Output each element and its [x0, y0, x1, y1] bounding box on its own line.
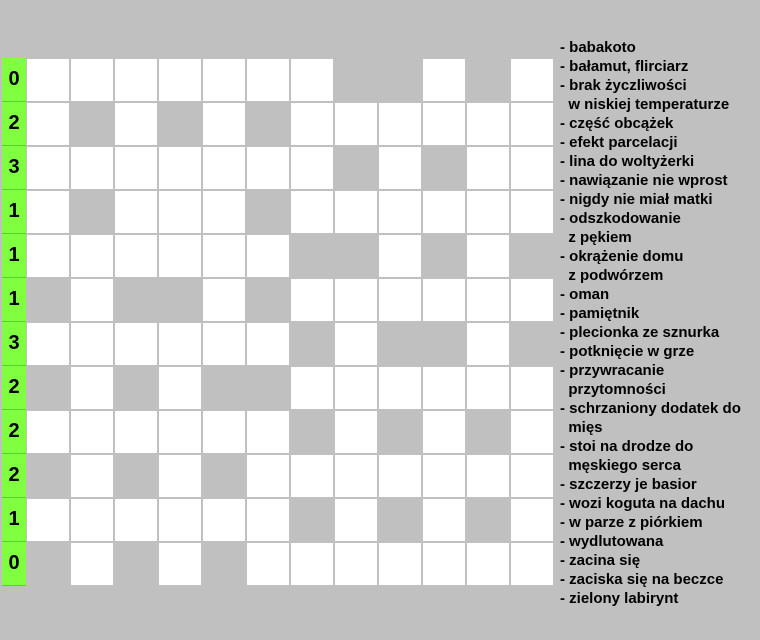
- clue-item: - bałamut, flirciarz: [560, 58, 689, 75]
- grid-cell-white[interactable]: [202, 58, 246, 102]
- clue-item: - część obcążek: [560, 115, 674, 132]
- grid-cell-white[interactable]: [202, 498, 246, 542]
- grid-cell-white[interactable]: [158, 234, 202, 278]
- grid-cell-white[interactable]: [246, 58, 290, 102]
- row-count-label: 0: [2, 58, 26, 102]
- grid-cell-white[interactable]: [26, 234, 70, 278]
- grid-cell-white[interactable]: [334, 498, 378, 542]
- puzzle-grid: [26, 58, 554, 586]
- grid-cell-gray[interactable]: [158, 102, 202, 146]
- row-count-label: 3: [2, 146, 26, 190]
- grid-cell-white[interactable]: [422, 58, 466, 102]
- grid-cell-white[interactable]: [158, 410, 202, 454]
- grid-cell-gray[interactable]: [378, 58, 422, 102]
- grid-cell-white[interactable]: [290, 454, 334, 498]
- grid-cell-white[interactable]: [510, 58, 554, 102]
- grid-cell-gray[interactable]: [422, 322, 466, 366]
- grid-cell-gray[interactable]: [26, 278, 70, 322]
- grid-cell-gray[interactable]: [466, 498, 510, 542]
- grid-cell-white[interactable]: [466, 190, 510, 234]
- grid-cell-white[interactable]: [422, 366, 466, 410]
- grid-cell-gray[interactable]: [378, 322, 422, 366]
- grid-cell-white[interactable]: [422, 102, 466, 146]
- grid-cell-white[interactable]: [158, 146, 202, 190]
- grid-cell-white[interactable]: [466, 102, 510, 146]
- clue-item: - przywracanie: [560, 362, 665, 379]
- grid-cell-white[interactable]: [290, 58, 334, 102]
- row-count-label: 0: [2, 542, 26, 586]
- grid-cell-white[interactable]: [466, 366, 510, 410]
- grid-cell-white[interactable]: [26, 102, 70, 146]
- clue-item: - lina do woltyżerki: [560, 153, 695, 170]
- grid-cell-white[interactable]: [378, 234, 422, 278]
- grid-cell-white[interactable]: [466, 146, 510, 190]
- grid-cell-white[interactable]: [158, 322, 202, 366]
- clue-item: - wozi koguta na dachu: [560, 495, 726, 512]
- grid-cell-white[interactable]: [26, 322, 70, 366]
- grid-cell-white[interactable]: [334, 410, 378, 454]
- grid-cell-white[interactable]: [334, 278, 378, 322]
- clue-item: - nawiązanie nie wprost: [560, 172, 728, 189]
- grid-cell-white[interactable]: [378, 366, 422, 410]
- grid-cell-gray[interactable]: [378, 498, 422, 542]
- grid-cell-white[interactable]: [422, 454, 466, 498]
- grid-cell-white[interactable]: [158, 454, 202, 498]
- grid-cell-white[interactable]: [510, 146, 554, 190]
- grid-cell-gray[interactable]: [246, 366, 290, 410]
- grid-cell-gray[interactable]: [466, 58, 510, 102]
- grid-cell-gray[interactable]: [246, 278, 290, 322]
- clue-item: - plecionka ze sznurka: [560, 324, 720, 341]
- grid-cell-white[interactable]: [202, 102, 246, 146]
- clue-item: - schrzaniony dodatek do: [560, 400, 741, 417]
- clue-item: przytomności: [560, 381, 666, 398]
- grid-cell-white[interactable]: [290, 366, 334, 410]
- clue-item: w niskiej temperaturze: [560, 96, 730, 113]
- clue-list: [560, 38, 741, 608]
- clue-item: z podwórzem: [560, 267, 664, 284]
- grid-cell-gray[interactable]: [334, 58, 378, 102]
- grid-cell-white[interactable]: [70, 542, 114, 586]
- grid-cell-white[interactable]: [246, 146, 290, 190]
- grid-cell-white[interactable]: [114, 498, 158, 542]
- grid-cell-gray[interactable]: [290, 234, 334, 278]
- clue-item: - zacina się: [560, 552, 641, 569]
- grid-cell-white[interactable]: [158, 58, 202, 102]
- grid-cell-white[interactable]: [378, 542, 422, 586]
- grid-cell-gray[interactable]: [202, 542, 246, 586]
- grid-cell-white[interactable]: [246, 322, 290, 366]
- row-count-label: 1: [2, 498, 26, 542]
- clue-item: męskiego serca: [560, 457, 681, 474]
- clue-item: - potknięcie w grze: [560, 343, 695, 360]
- grid-cell-gray[interactable]: [422, 146, 466, 190]
- grid-cell-gray[interactable]: [510, 322, 554, 366]
- grid-cell-gray[interactable]: [114, 366, 158, 410]
- grid-cell-gray[interactable]: [510, 234, 554, 278]
- grid-cell-gray[interactable]: [202, 454, 246, 498]
- grid-cell-white[interactable]: [70, 322, 114, 366]
- grid-cell-gray[interactable]: [202, 366, 246, 410]
- grid-cell-white[interactable]: [70, 498, 114, 542]
- grid-cell-white[interactable]: [158, 498, 202, 542]
- grid-cell-white[interactable]: [378, 190, 422, 234]
- grid-cell-white[interactable]: [158, 542, 202, 586]
- row-count-label: 2: [2, 102, 26, 146]
- grid-cell-white[interactable]: [510, 498, 554, 542]
- grid-cell-white[interactable]: [422, 542, 466, 586]
- grid-cell-gray[interactable]: [114, 542, 158, 586]
- grid-cell-white[interactable]: [466, 278, 510, 322]
- row-count-label: 2: [2, 366, 26, 410]
- grid-cell-white[interactable]: [290, 278, 334, 322]
- grid-cell-white[interactable]: [114, 190, 158, 234]
- grid-cell-white[interactable]: [202, 278, 246, 322]
- grid-cell-white[interactable]: [246, 454, 290, 498]
- grid-cell-gray[interactable]: [334, 146, 378, 190]
- grid-cell-gray[interactable]: [246, 102, 290, 146]
- grid-cell-white[interactable]: [510, 366, 554, 410]
- grid-cell-white[interactable]: [246, 498, 290, 542]
- grid-cell-white[interactable]: [202, 146, 246, 190]
- row-count-label: 1: [2, 190, 26, 234]
- grid-cell-white[interactable]: [202, 190, 246, 234]
- clue-item: - zielony labirynt: [560, 590, 679, 607]
- grid-cell-white[interactable]: [246, 542, 290, 586]
- grid-cell-gray[interactable]: [378, 410, 422, 454]
- grid-cell-white[interactable]: [114, 410, 158, 454]
- grid-cell-white[interactable]: [334, 102, 378, 146]
- grid-cell-white[interactable]: [510, 542, 554, 586]
- grid-cell-white[interactable]: [114, 146, 158, 190]
- clue-item: - oman: [560, 286, 610, 303]
- grid-cell-white[interactable]: [202, 410, 246, 454]
- grid-cell-white[interactable]: [202, 234, 246, 278]
- grid-cell-white[interactable]: [510, 278, 554, 322]
- grid-cell-white[interactable]: [510, 190, 554, 234]
- grid-cell-white[interactable]: [26, 58, 70, 102]
- grid-cell-white[interactable]: [290, 102, 334, 146]
- grid-cell-white[interactable]: [334, 454, 378, 498]
- grid-cell-white[interactable]: [114, 234, 158, 278]
- grid-cell-white[interactable]: [378, 278, 422, 322]
- grid-cell-white[interactable]: [378, 454, 422, 498]
- grid-cell-gray[interactable]: [246, 190, 290, 234]
- grid-cell-gray[interactable]: [290, 410, 334, 454]
- grid-cell-white[interactable]: [290, 190, 334, 234]
- grid-cell-white[interactable]: [246, 234, 290, 278]
- row-count-label: 2: [2, 454, 26, 498]
- grid-cell-white[interactable]: [70, 410, 114, 454]
- grid-cell-gray[interactable]: [334, 234, 378, 278]
- grid-cell-gray[interactable]: [70, 190, 114, 234]
- row-count-label: 3: [2, 322, 26, 366]
- grid-cell-white[interactable]: [70, 278, 114, 322]
- grid-cell-gray[interactable]: [158, 278, 202, 322]
- clue-item: - zaciska się na beczce: [560, 571, 724, 588]
- row-count-label: 1: [2, 278, 26, 322]
- grid-cell-gray[interactable]: [70, 102, 114, 146]
- grid-cell-white[interactable]: [334, 322, 378, 366]
- grid-cell-white[interactable]: [422, 498, 466, 542]
- grid-cell-gray[interactable]: [26, 366, 70, 410]
- grid-cell-white[interactable]: [422, 410, 466, 454]
- grid-cell-white[interactable]: [290, 146, 334, 190]
- grid-cell-white[interactable]: [422, 190, 466, 234]
- grid-cell-white[interactable]: [378, 146, 422, 190]
- grid-cell-white[interactable]: [466, 234, 510, 278]
- clue-item: z pękiem: [560, 229, 632, 246]
- grid-cell-white[interactable]: [466, 322, 510, 366]
- clue-item: - stoi na drodze do: [560, 438, 694, 455]
- grid-cell-white[interactable]: [334, 366, 378, 410]
- grid-cell-white[interactable]: [510, 410, 554, 454]
- clue-item: - szczerzy je basior: [560, 476, 697, 493]
- grid-cell-gray[interactable]: [290, 498, 334, 542]
- grid-cell-white[interactable]: [290, 542, 334, 586]
- grid-cell-gray[interactable]: [26, 454, 70, 498]
- grid-cell-white[interactable]: [70, 146, 114, 190]
- grid-cell-gray[interactable]: [466, 410, 510, 454]
- clue-item: - odszkodowanie: [560, 210, 681, 227]
- clue-item: - wydlutowana: [560, 533, 664, 550]
- grid-cell-gray[interactable]: [422, 234, 466, 278]
- clue-item: - pamiętnik: [560, 305, 640, 322]
- grid-cell-white[interactable]: [70, 454, 114, 498]
- grid-cell-white[interactable]: [334, 542, 378, 586]
- grid-cell-white[interactable]: [26, 498, 70, 542]
- grid-cell-white[interactable]: [510, 454, 554, 498]
- grid-cell-white[interactable]: [26, 410, 70, 454]
- row-count-column: [2, 58, 26, 586]
- grid-cell-white[interactable]: [26, 190, 70, 234]
- grid-cell-white[interactable]: [422, 278, 466, 322]
- grid-cell-white[interactable]: [466, 454, 510, 498]
- row-count-label: 2: [2, 410, 26, 454]
- grid-cell-gray[interactable]: [26, 542, 70, 586]
- clue-item: - brak życzliwości: [560, 77, 687, 94]
- grid-cell-white[interactable]: [158, 190, 202, 234]
- grid-cell-white[interactable]: [26, 146, 70, 190]
- clue-item: - okrążenie domu: [560, 248, 684, 265]
- clue-item: - nigdy nie miał matki: [560, 191, 713, 208]
- grid-cell-white[interactable]: [378, 102, 422, 146]
- grid-cell-white[interactable]: [70, 366, 114, 410]
- grid-cell-white[interactable]: [334, 190, 378, 234]
- grid-cell-gray[interactable]: [114, 278, 158, 322]
- grid-cell-white[interactable]: [114, 58, 158, 102]
- grid-cell-white[interactable]: [70, 234, 114, 278]
- grid-cell-white[interactable]: [202, 322, 246, 366]
- clue-item: - babakoto: [560, 39, 636, 56]
- row-count-label: 1: [2, 234, 26, 278]
- grid-cell-white[interactable]: [466, 542, 510, 586]
- grid-cell-white[interactable]: [158, 366, 202, 410]
- grid-cell-white[interactable]: [70, 58, 114, 102]
- grid-cell-white[interactable]: [114, 102, 158, 146]
- clue-item: - efekt parcelacji: [560, 134, 678, 151]
- grid-cell-gray[interactable]: [290, 322, 334, 366]
- clue-item: mięs: [560, 419, 603, 436]
- clue-item: - w parze z piórkiem: [560, 514, 703, 531]
- grid-cell-white[interactable]: [114, 322, 158, 366]
- grid-cell-white[interactable]: [510, 102, 554, 146]
- grid-cell-white[interactable]: [246, 410, 290, 454]
- grid-cell-gray[interactable]: [114, 454, 158, 498]
